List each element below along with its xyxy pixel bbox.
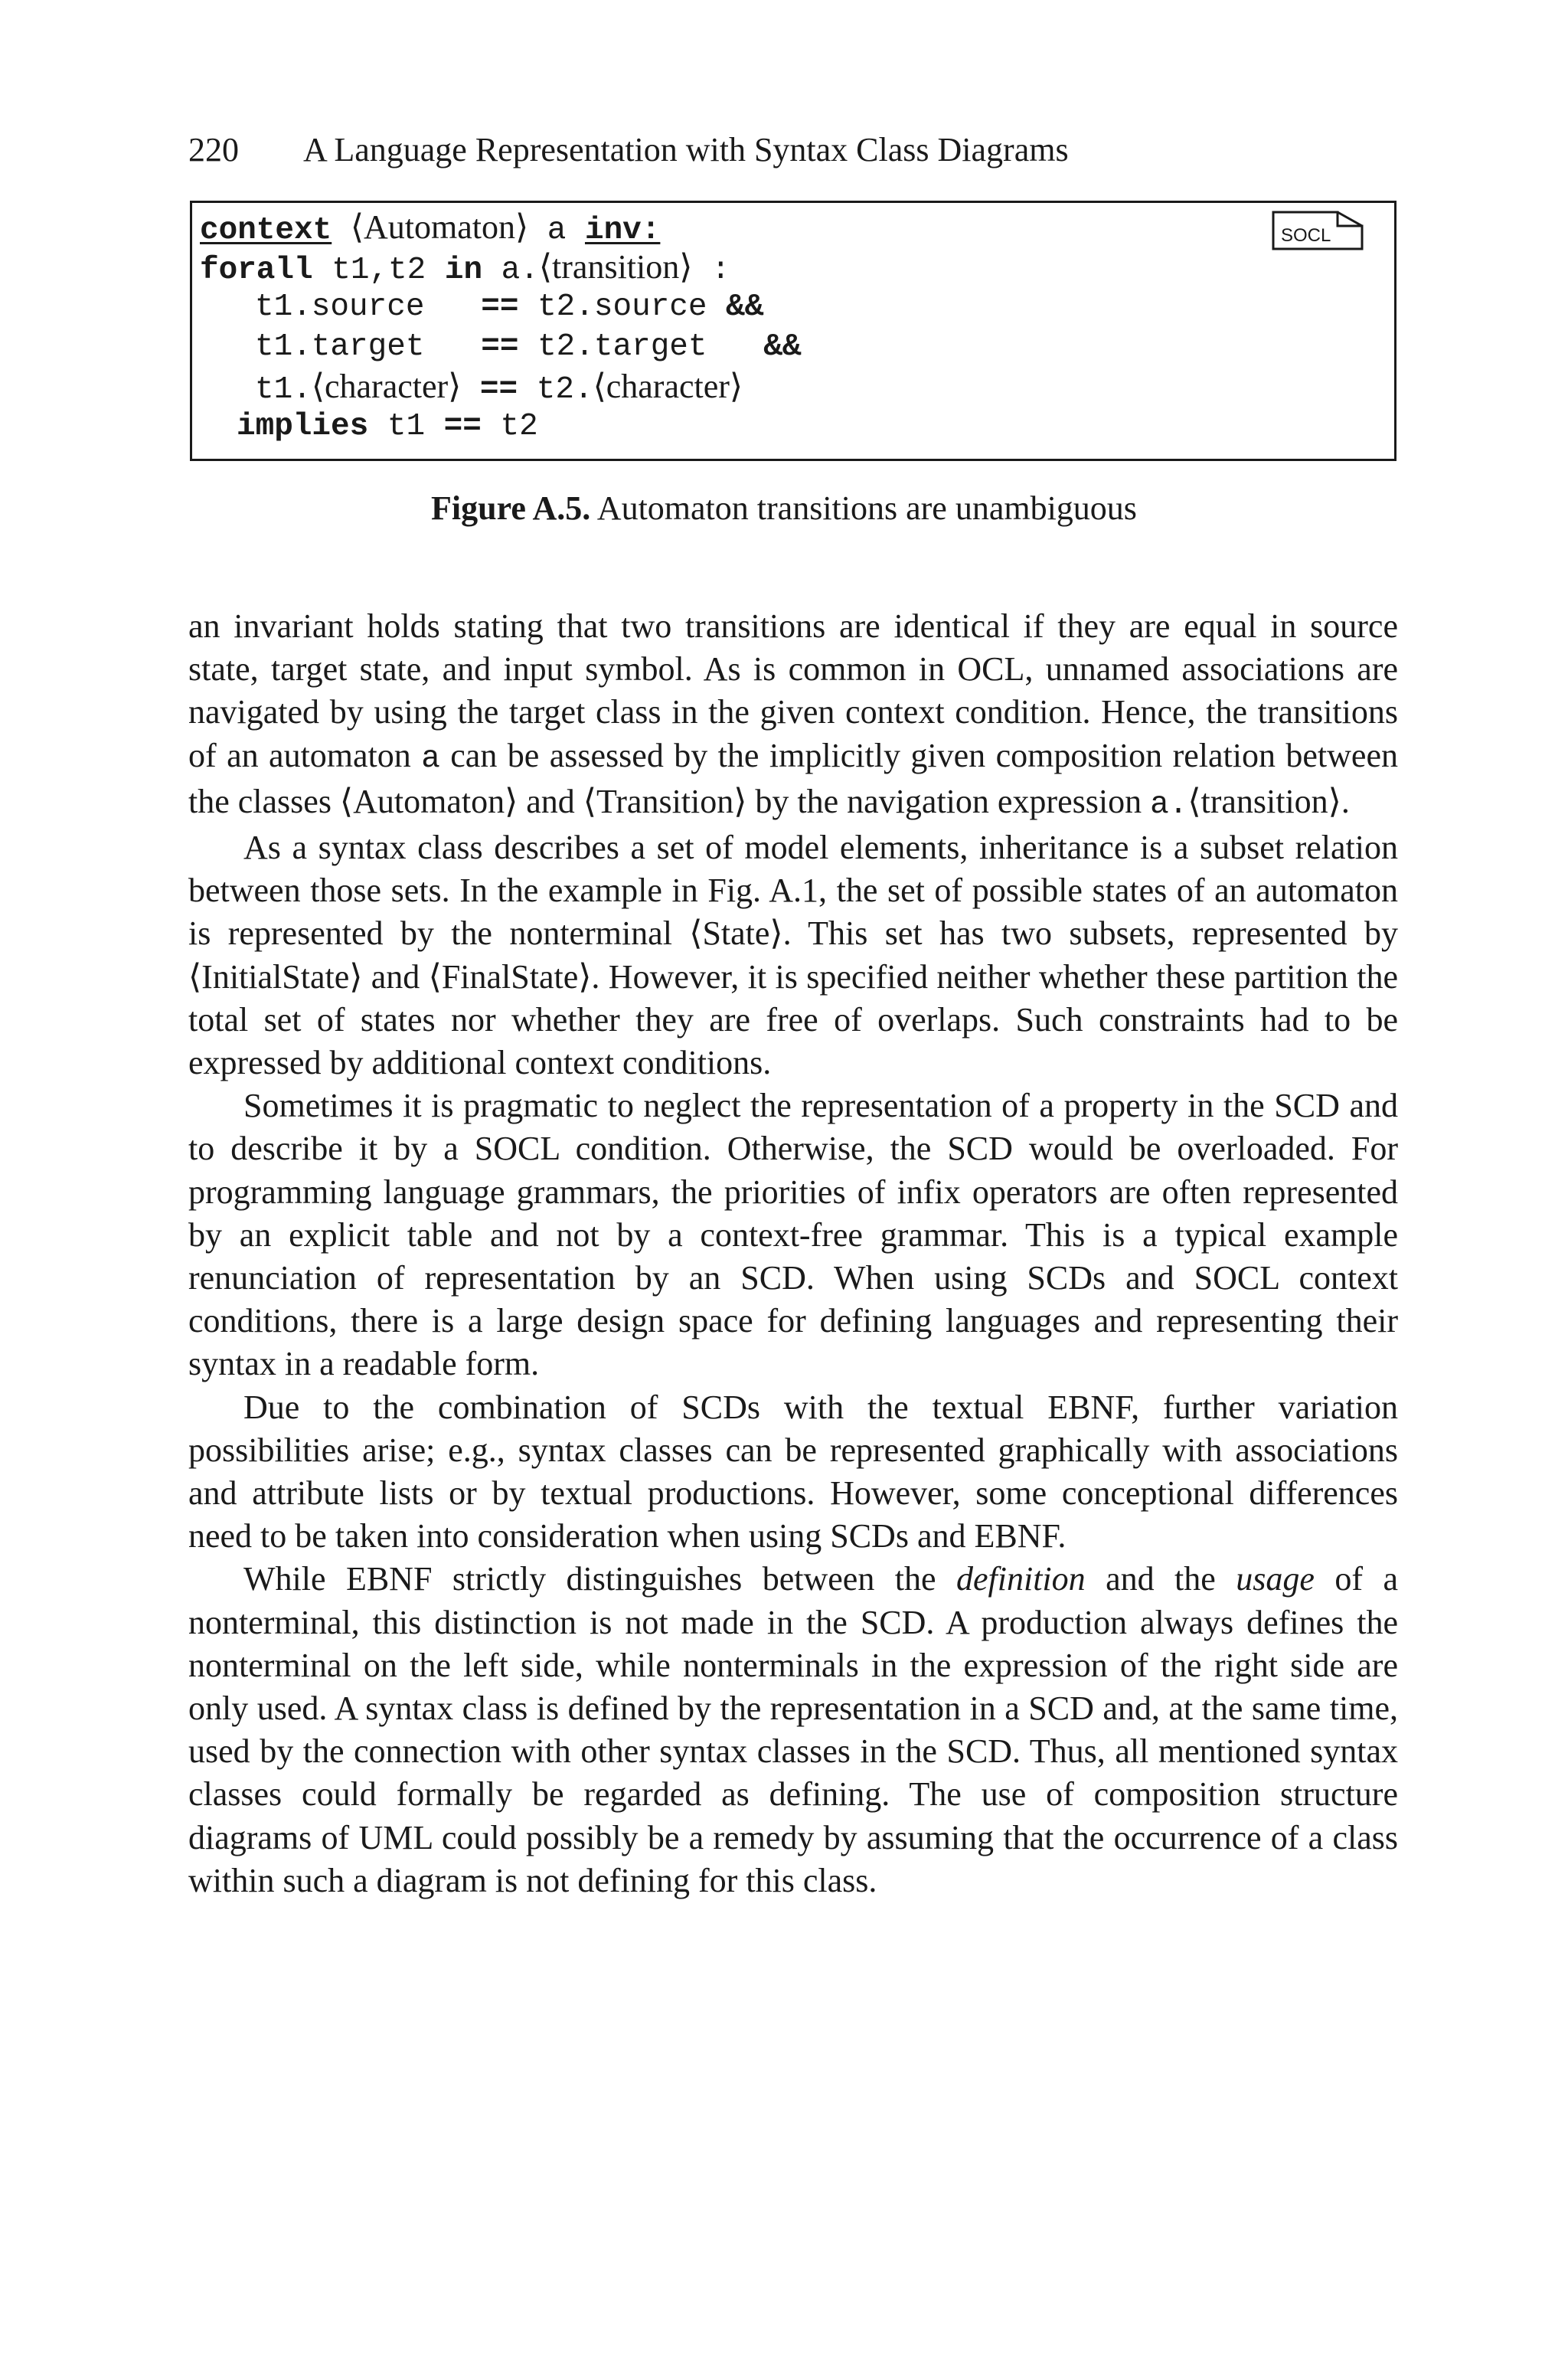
page-number: 220 xyxy=(188,131,239,168)
running-header xyxy=(188,129,1398,172)
code-rhs: t2.target xyxy=(518,329,764,365)
paragraph-4: Due to the combination of SCDs with the textual EBNF, further variation possibilities arise; e.g., syntax classes can be represented graphically with associations and attribute lists or by textual productions. However, some conceptional differences need to be taken into consideration when using SCDs and EBNF. xyxy=(188,1388,1398,1555)
paragraph-5-text-end: of a nonterminal, this distinction is not made in the SCD. A production always defines the nonterminal on the left side, while nonterminals in the expression of the right side are only used. A syntax class is defined by the representation in a SCD and, at the same time, used by the connection with other syntax classes in the SCD. Thus, all mentioned syntax classes could formally be regarded as defining. The use of composition structure diagrams of UML could possibly be a remedy by assuming that the occurrence of a class within such a diagram is not defining for this class. xyxy=(188,1560,1398,1899)
operator-and: && xyxy=(763,329,802,365)
keyword-context: context xyxy=(200,213,332,248)
nonterminal-transition: ⟨transition⟩ xyxy=(538,248,693,286)
paragraph-3: Sometimes it is pragmatic to neglect the representation of a property in the SCD and to describe it by a SOCL condition. Otherwise, the SCD would be overloaded. For programming language grammars, the priorities of infix operators are often represented by an explicit table and not by a context-free grammar. This is a typical example renunciation of representation by an SCD. When using SCDs and SOCL context conditions, there is a large design space for defining languages and representing their syntax in a readable form. xyxy=(188,1087,1398,1383)
code-lhs: t1 xyxy=(368,409,444,444)
paragraph-1-text-cont: can be assessed by the implicitly given composition relation between the classes ⟨Automaton⟩ and ⟨Transition⟩ by the navigation expression xyxy=(188,736,1398,820)
figure-label: Figure A.5. xyxy=(431,489,591,527)
keyword-forall: forall xyxy=(200,253,313,288)
socl-icon xyxy=(1272,211,1364,250)
paragraph-1-text: an invariant holds stating that two transitions are identical if they are equal in source state, target state, and input symbol. As is common in OCL, unnamed associations are navigated by using the target class in the given context condition. Hence, the transitions of an automaton xyxy=(188,607,1398,774)
keyword-in: in xyxy=(444,253,483,288)
socl-icon-label: SOCL xyxy=(1281,225,1331,246)
code-vars: t1,t2 xyxy=(312,253,445,288)
paragraph-5-text: While EBNF strictly distinguishes between the xyxy=(243,1560,956,1598)
emphasis-usage: usage xyxy=(1236,1560,1315,1598)
code-lhs: t1.target xyxy=(255,329,482,365)
code-rhs: t2. xyxy=(536,372,593,407)
code-rhs: t2 xyxy=(481,409,538,444)
code-line-5 xyxy=(255,367,743,407)
inline-code-expression: a. xyxy=(1150,787,1188,823)
keyword-implies: implies xyxy=(237,409,369,444)
body-text xyxy=(188,605,1398,1902)
code-line-3 xyxy=(255,287,763,327)
code-line-6 xyxy=(237,407,538,446)
nonterminal-character: ⟨character⟩ xyxy=(311,368,462,405)
code-lhs: t1. xyxy=(255,372,312,407)
operator-and: && xyxy=(726,289,764,325)
nonterminal-automaton: ⟨Automaton⟩ xyxy=(350,208,529,246)
code-rhs: t2.source xyxy=(518,289,727,325)
nonterminal-character: ⟨character⟩ xyxy=(593,368,743,405)
emphasis-definition: definition xyxy=(956,1560,1086,1598)
operator-eq: == xyxy=(481,329,519,365)
figure-caption-text: Automaton transitions are unambiguous xyxy=(590,489,1137,527)
figure-caption xyxy=(0,487,1568,530)
socl-code-listing xyxy=(190,201,1396,461)
code-line-1 xyxy=(200,208,660,247)
paragraph-5-text-mid: and the xyxy=(1085,1560,1236,1598)
paragraph-5 xyxy=(188,1558,1398,1902)
operator-eq: == xyxy=(481,289,519,325)
code-expr: a. xyxy=(482,253,539,288)
code-line-2 xyxy=(200,247,730,287)
code-var: a xyxy=(528,213,585,248)
inline-code-a: a xyxy=(421,741,440,777)
code-line-4 xyxy=(255,327,802,367)
keyword-inv: inv: xyxy=(584,213,661,248)
code-colon: : xyxy=(692,253,730,288)
paragraph-1-nonterminal: ⟨transition⟩. xyxy=(1187,782,1350,820)
operator-eq: == xyxy=(461,372,537,407)
paragraph-2: As a syntax class describes a set of model elements, inheritance is a subset relation between those sets. In the example in Fig. A.1, the set of possible states of an automaton is represented by the nonterminal ⟨State⟩. This set has two subsets, represented by ⟨InitialState⟩ and ⟨FinalState⟩. However, it is specified neither whether these partition the total set of states nor whether they are free of overlaps. Such constraints had to be expressed by additional context conditions. xyxy=(188,829,1398,1082)
paragraph-1 xyxy=(188,605,1398,826)
running-title: A Language Representation with Syntax Class Diagrams xyxy=(303,131,1069,168)
operator-eq: == xyxy=(443,409,482,444)
code-lhs: t1.source xyxy=(255,289,482,325)
